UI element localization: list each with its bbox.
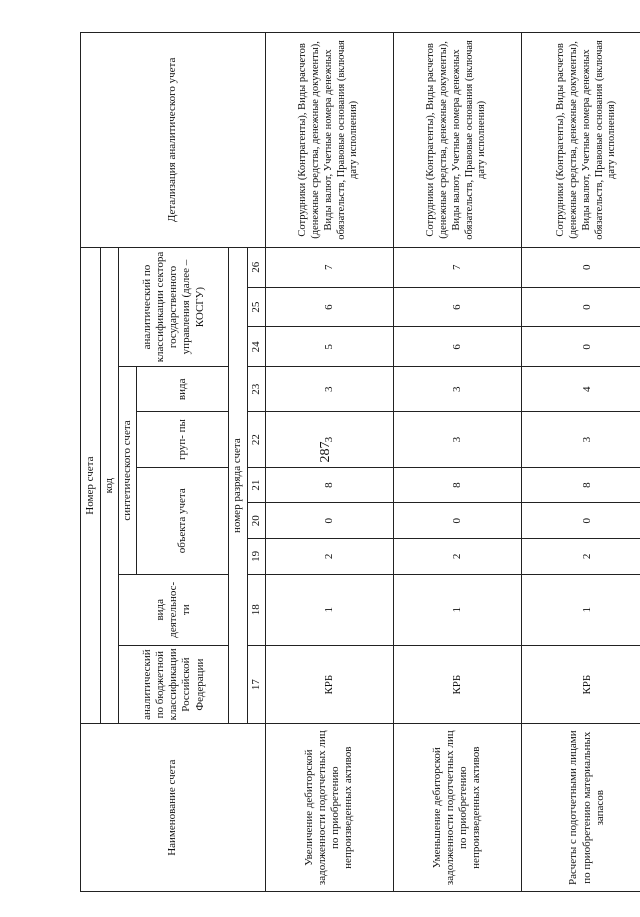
row-d20: 0 <box>265 503 393 539</box>
header-activity-type: вида деятельнос- ти <box>119 574 229 645</box>
accounts-table <box>80 32 640 892</box>
header-synthetic: синтетического счета <box>119 367 137 574</box>
row-d20: 0 <box>393 503 521 539</box>
row-d26: 7 <box>265 247 393 287</box>
row-d23: 3 <box>393 367 521 412</box>
row-d26: 0 <box>521 247 640 287</box>
rotated-table-container <box>80 32 640 892</box>
row-name: Уменьшение дебиторской задолженности подотчетных лиц по приобретению непроизведенных активов <box>393 724 521 892</box>
row-d21: 8 <box>521 467 640 503</box>
digit-18: 18 <box>247 574 265 645</box>
row-d25: 6 <box>265 287 393 327</box>
row-d22: 3 <box>521 412 640 468</box>
digit-26: 26 <box>247 247 265 287</box>
header-type: вида <box>137 367 229 412</box>
row-d21: 8 <box>265 467 393 503</box>
row-d22: 3 <box>265 412 393 468</box>
table-row <box>393 33 521 892</box>
row-kbk: КРБ <box>521 645 640 724</box>
header-group: груп- пы <box>137 412 229 468</box>
header-digit-number: номер разряда счета <box>229 247 247 724</box>
digit-17: 17 <box>247 645 265 724</box>
digit-23: 23 <box>247 367 265 412</box>
header-analytic-budget: аналитический по бюджетной классификации Российской Федерации <box>119 645 229 724</box>
digit-21: 21 <box>247 467 265 503</box>
row-detail: Сотрудники (Контрагенты), Виды расчетов (денежные средства, денежные документы), Виды валют, Учетные номера денежных обязательств, Правовые основания (включая дату исполнения) <box>393 33 521 248</box>
table-row <box>521 33 640 892</box>
digit-24: 24 <box>247 327 265 367</box>
row-d25: 0 <box>521 287 640 327</box>
digit-25: 25 <box>247 287 265 327</box>
page-number: 287 <box>318 441 333 463</box>
row-d22: 3 <box>393 412 521 468</box>
row-d18: 1 <box>393 574 521 645</box>
row-d20: 0 <box>521 503 640 539</box>
row-d19: 2 <box>521 539 640 575</box>
header-object: объекта учета <box>137 467 229 574</box>
header-analytic-kosgu: аналитический по классификации сектора государственного управления (далее – КОСГУ) <box>119 247 229 366</box>
row-name: Расчеты с подотчетными лицами по приобретению материальных запасов <box>521 724 640 892</box>
row-d26: 7 <box>393 247 521 287</box>
row-d24: 0 <box>521 327 640 367</box>
row-detail: Сотрудники (Контрагенты), Виды расчетов (денежные средства, денежные документы), Виды валют, Учетные номера денежных обязательств, Правовые основания (включая дату исполнения) <box>521 33 640 248</box>
row-detail: Сотрудники (Контрагенты), Виды расчетов (денежные средства, денежные документы), Виды валют, Учетные номера денежных обязательств, Правовые основания (включая дату исполнения) <box>265 33 393 248</box>
row-d19: 2 <box>265 539 393 575</box>
row-d25: 6 <box>393 287 521 327</box>
row-name: Увеличение дебиторской задолженности подотчетных лиц по приобретению непроизведенных активов <box>265 724 393 892</box>
row-d23: 3 <box>265 367 393 412</box>
row-kbk: КРБ <box>265 645 393 724</box>
row-kbk: КРБ <box>393 645 521 724</box>
header-name: Наименование счета <box>81 724 266 892</box>
row-d18: 1 <box>265 574 393 645</box>
row-d24: 5 <box>265 327 393 367</box>
digit-19: 19 <box>247 539 265 575</box>
header-detail: Детализация аналитического учета <box>81 33 266 248</box>
row-d24: 6 <box>393 327 521 367</box>
header-account-number: Номер счета <box>81 247 101 724</box>
row-d18: 1 <box>521 574 640 645</box>
header-code: код <box>101 247 119 724</box>
row-d19: 2 <box>393 539 521 575</box>
row-d21: 8 <box>393 467 521 503</box>
digit-20: 20 <box>247 503 265 539</box>
digit-22: 22 <box>247 412 265 468</box>
row-d23: 4 <box>521 367 640 412</box>
table-row <box>265 33 393 892</box>
